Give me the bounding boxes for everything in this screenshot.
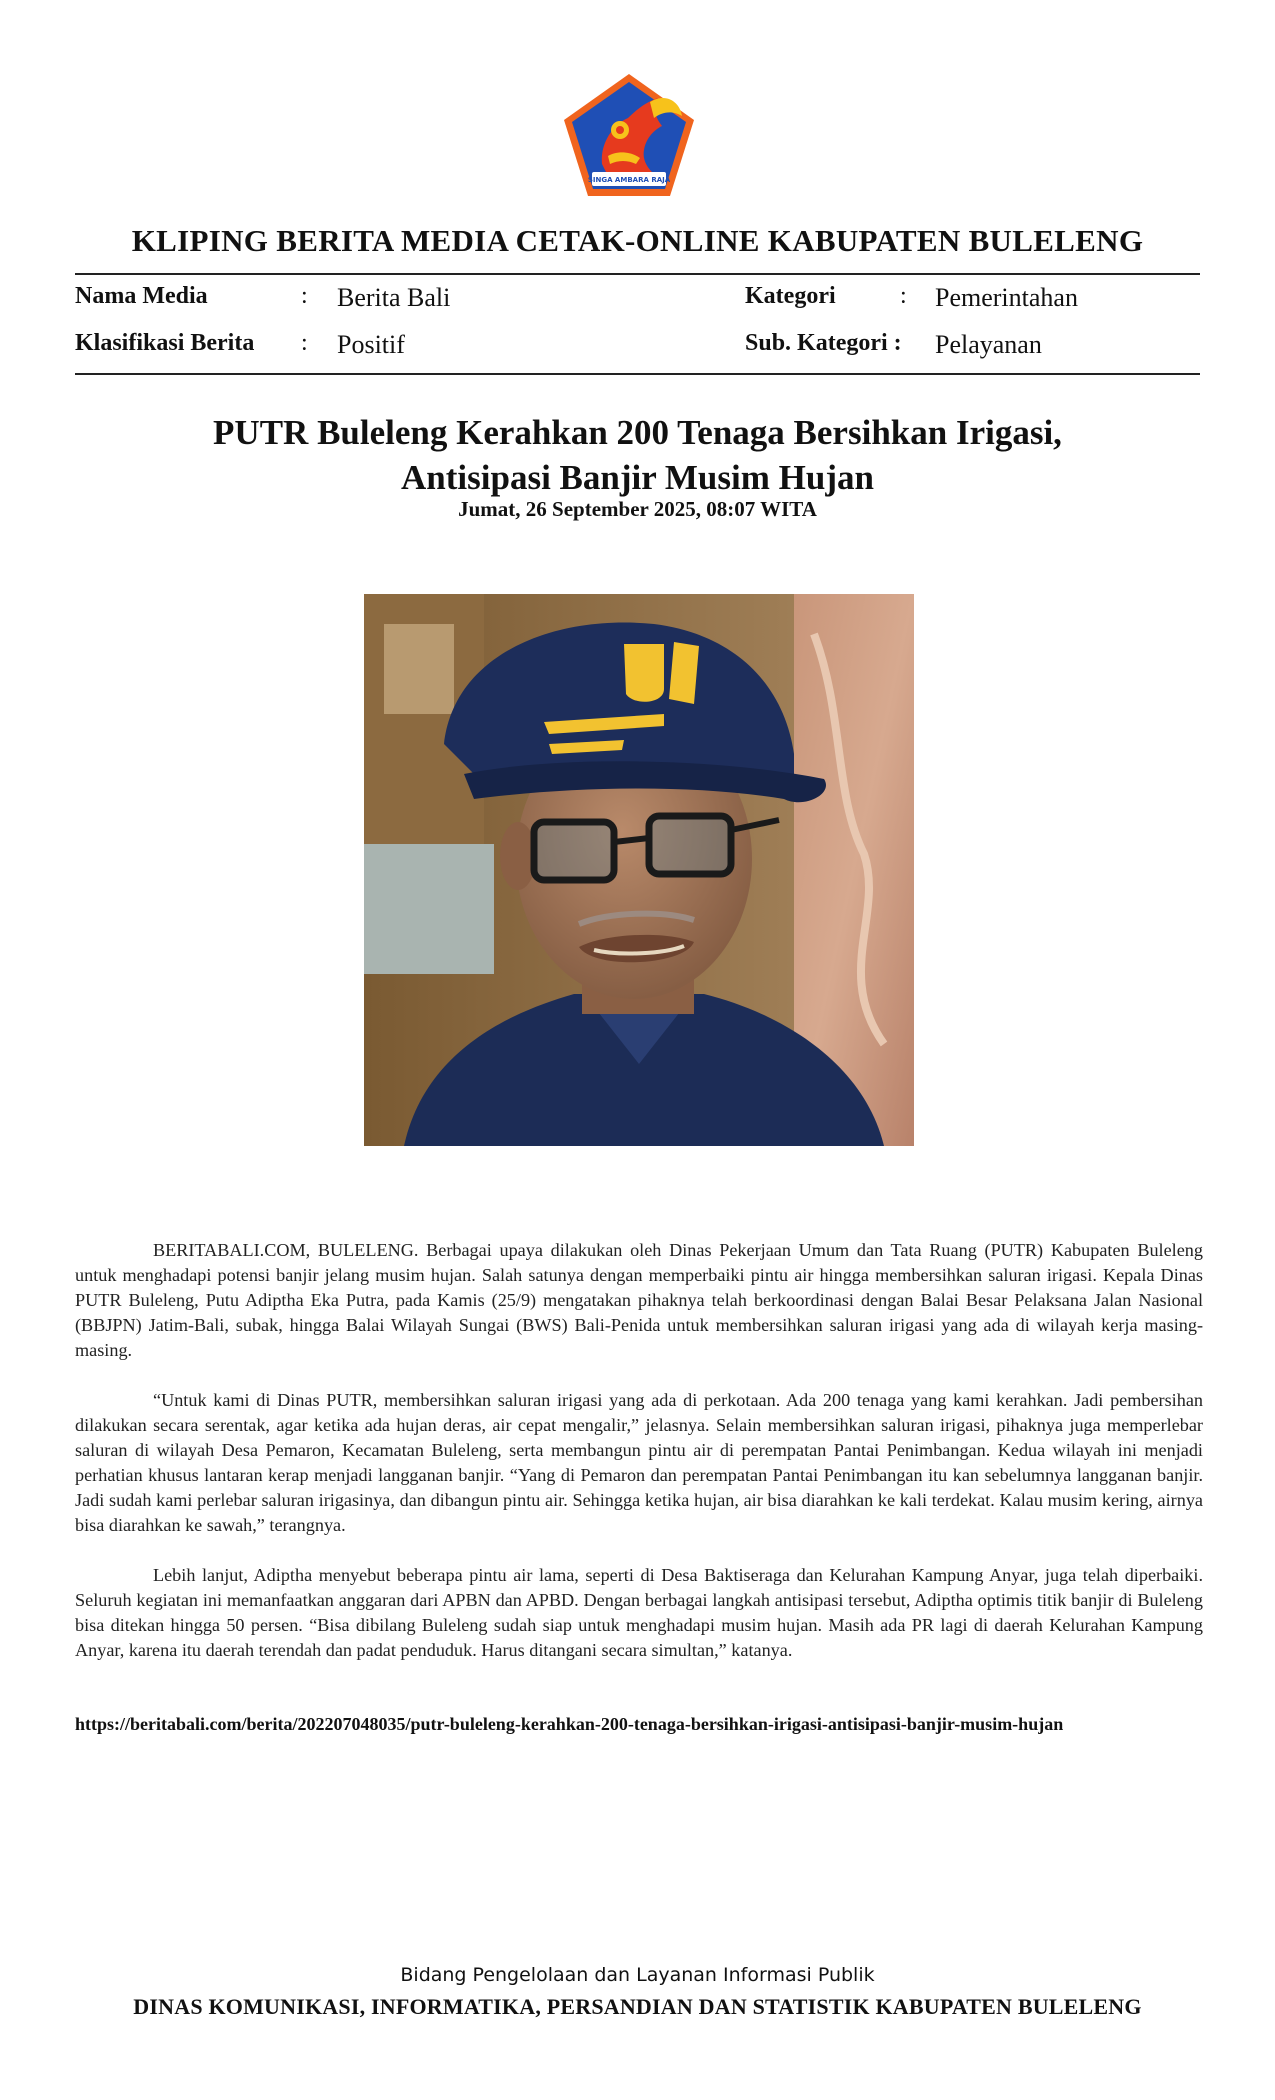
klasifikasi-berita-value: Positif	[337, 330, 405, 359]
klasifikasi-colon: :	[301, 330, 308, 356]
footer-agency: DINAS KOMUNIKASI, INFORMATIKA, PERSANDIAN DAN STATISTIK KABUPATEN BULELENG	[133, 1994, 1142, 2019]
article-body	[75, 1238, 1203, 1688]
portrait-illustration	[364, 594, 914, 1146]
header-divider-top	[75, 273, 1200, 275]
kategori-label: Kategori	[745, 283, 836, 309]
sub-kategori-label: Sub. Kategori :	[745, 330, 902, 356]
sub-kategori-value: Pelayanan	[935, 330, 1042, 359]
clipping-header-title: KLIPING BERITA MEDIA CETAK-ONLINE KABUPATEN BULELENG	[131, 223, 1144, 258]
lion-emblem-icon	[562, 72, 696, 198]
article-photo	[364, 594, 914, 1146]
article-title-line-2: Antisipasi Banjir Musim Hujan	[401, 458, 874, 497]
nama-media-label: Nama Media	[75, 283, 208, 309]
klasifikasi-berita-label: Klasifikasi Berita	[75, 330, 255, 356]
footer-department: Bidang Pengelolaan dan Layanan Informasi Publik	[400, 1964, 875, 1986]
nama-media-value: Berita Bali	[337, 283, 451, 312]
source-link[interactable]: https://beritabali.com/berita/202207048035/putr-buleleng-kerahkan-200-tenaga-bersihkan-irigasi-antisipasi-banjir-musim-hujan	[75, 1714, 1064, 1734]
kategori-value: Pemerintahan	[935, 283, 1078, 312]
article-paragraph-2: “Untuk kami di Dinas PUTR, membersihkan saluran irigasi yang ada di perkotaan. Ada 200 tenaga yang kami kerahkan. Jadi pembersihan dilakukan secara serentak, agar ketika ada hujan deras, air cepat mengalir,” jelasnya. Selain membersihkan saluran irigasi, pihaknya juga memperlebar saluran di wilayah Desa Pemaron, Kecamatan Buleleng, serta membangun pintu air di perempatan Pantai Penimbangan. Kedua wilayah ini menjadi perhatian khusus lantaran kerap menjadi langganan banjir. “Yang di Pemaron dan perempatan Pantai Penimbangan itu kan sebelumnya langganan banjir. Jadi sudah kami perlebar saluran irigasinya, dan dibangun pintu air. Sehingga ketika hujan, air bisa diarahkan ke kali terdekat. Kalau musim kering, airnya bisa diarahkan ke sawah,” terangnya.	[75, 1390, 1203, 1535]
header-divider-bottom	[75, 373, 1200, 375]
kategori-colon: :	[900, 283, 907, 309]
article-paragraph-3: Lebih lanjut, Adiptha menyebut beberapa pintu air lama, seperti di Desa Baktiseraga dan Kelurahan Kampung Anyar, juga telah diperbaiki. Seluruh kegiatan ini memanfaatkan anggaran dari APBN dan APBD. Dengan berbagai langkah antisipasi tersebut, Adiptha optimis titik banjir di Buleleng bisa ditekan hingga 50 persen. “Bisa dibilang Buleleng sudah siap untuk menghadapi musim hujan. Masih ada PR lagi di daerah Kelurahan Kampung Anyar, karena itu daerah terendah dan padat penduduk. Harus ditangani secara simultan,” katanya.	[75, 1565, 1203, 1660]
svg-text:SINGA AMBARA RAJA: SINGA AMBARA RAJA	[587, 176, 671, 184]
article-date: Jumat, 26 September 2025, 08:07 WITA	[458, 497, 817, 521]
nama-media-colon: :	[301, 283, 308, 309]
article-title-line-1: PUTR Buleleng Kerahkan 200 Tenaga Bersihkan Irigasi,	[213, 413, 1062, 452]
kabupaten-buleleng-logo	[562, 72, 696, 198]
article-title	[0, 410, 1275, 500]
article-paragraph-1: BERITABALI.COM, BULELENG. Berbagai upaya dilakukan oleh Dinas Pekerjaan Umum dan Tata Ruang (PUTR) Kabupaten Buleleng untuk menghadapi potensi banjir jelang musim hujan. Salah satunya dengan memperbaiki pintu air hingga membersihkan saluran irigasi. Kepala Dinas PUTR Buleleng, Putu Adiptha Eka Putra, pada Kamis (25/9) mengatakan pihaknya telah berkoordinasi dengan Balai Besar Pelaksana Jalan Nasional (BBJPN) Jatim-Bali, subak, hingga Balai Wilayah Sungai (BWS) Bali-Penida untuk membersihkan saluran irigasi yang ada di wilayah kerja masing-masing.	[75, 1240, 1203, 1360]
